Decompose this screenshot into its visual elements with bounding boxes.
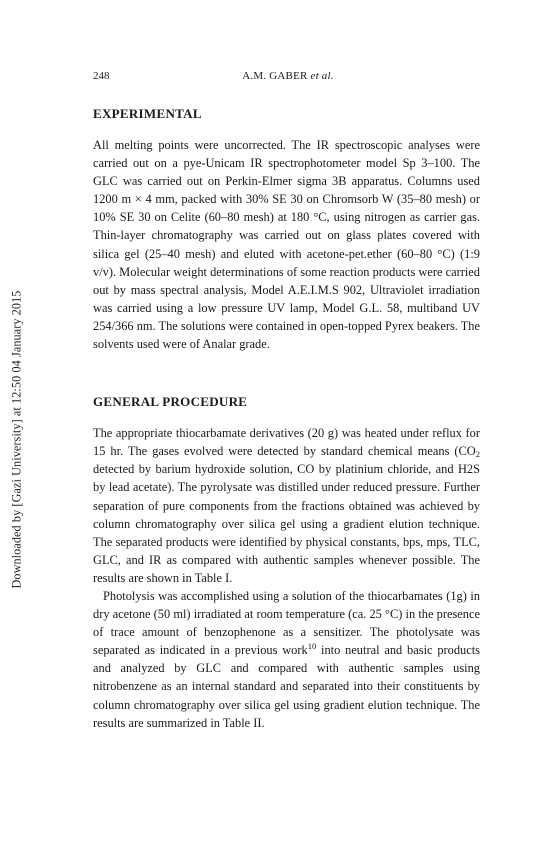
general-procedure-paragraph-1 [93,424,480,587]
running-header [93,70,483,86]
header-author-names: A.M. GABER [242,70,308,82]
paragraph-1-text-b: detected by barium hydroxide solution, CO by platinium chloride, and H2S by lead acetate). The pyrolysate was distilled under reduced pressure. Further separation of pure components from the fractions obtained was achieved by column chromatography over silica gel using a gradient elution technique. The separated products were identified by physical constants, bps, mps, TLC, GLC, and IR as compared with authentic samples whenever possible. The results are shown in Table I. [93,462,480,585]
article-body [93,106,480,732]
download-watermark: Downloaded by [Gazi University] at 12:50 04 January 2015 [9,290,24,589]
co2-subscript: 2 [475,449,480,460]
section-title-general-procedure: GENERAL PROCEDURE [93,394,248,410]
experimental-paragraph: All melting points were uncorrected. The IR spectroscopic analyses were carried out on a pye-Unicam IR spectrophotometer model Sp 3–100. The GLC was carried out on Perkin-Elmer sigma 3B apparatus. Columns used 1200 m × 4 mm, packed with 30% SE 30 on Chromsorb W (35–80 mesh) or 10% SE 30 on Celite (60–80 mesh) at 180 °C, using nitrogen as carrier gas. Thin-layer chromatography was carried out on glass plates covered with silica gel (25–40 mesh) and eluted with acetone-pet.ether (60–80 °C) (1:9 v/v). Molecular weight determinations of some reaction products were carried out by mass spectral analysis, Model A.E.I.M.S 902, Ultraviolet irradiation was carried using a low pressure UV lamp, Model G.L. 58, multiband UV 254/366 nm. The solutions were contained in open-topped Pyrex beakers. The solvents used were of Analar grade. [93,138,481,352]
paragraph-2-text-a: Photolysis was accomplished using a solution of the thiocarbamates (1g) in dry acetone (50 ml) irradiated at room temperature (ca. 25 °C) in the presence of trace amount of benzophenone as a sensitizer. The photolysate was separated as indicated in a previous work [93,588,480,658]
general-procedure-paragraph-2 [93,587,480,732]
page-number: 248 [93,70,110,82]
paragraph-2-text-b: into neutral and basic products and analyzed by GLC and compared with authentic samples using nitrobenzene as an internal standard and separated into their constituents by column chromatography over silica gel using gradient elution technique. The results are summarized in Table II. [93,643,480,730]
reference-superscript: 10 [307,641,317,652]
paragraph-1-text-a: The appropriate thiocarbamate derivatives (20 g) was heated under reflux for 15 hr. The gases evolved were detected by standard chemical means (CO [93,426,480,459]
section-title-experimental: EXPERIMENTAL [93,106,202,121]
header-etal: et al. [310,70,334,82]
header-authors [193,70,383,82]
